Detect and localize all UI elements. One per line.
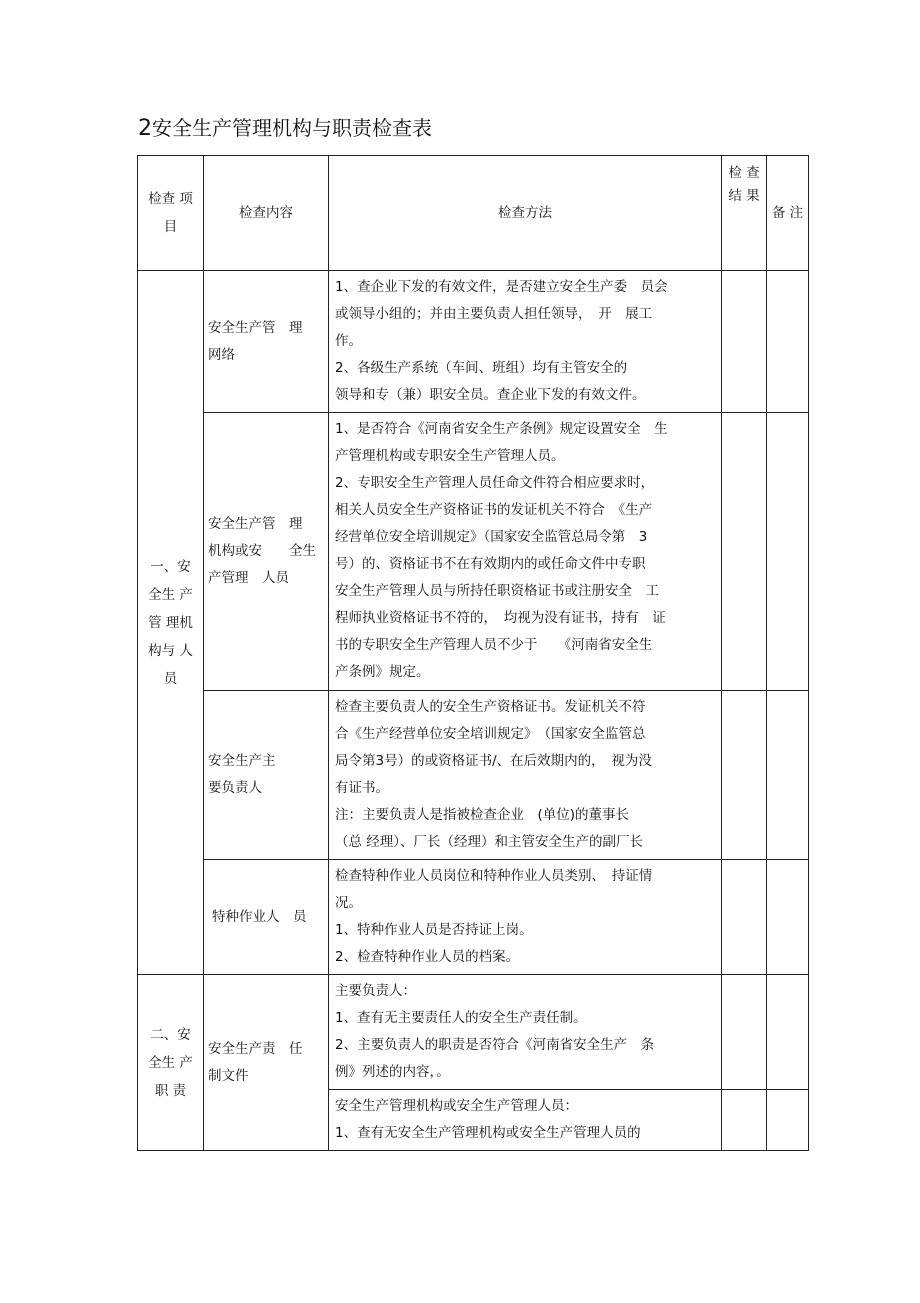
row-content — [204, 413, 329, 691]
table-header-row — [138, 156, 809, 271]
method-line: 注：主要负责人是指被检查企业 (单位)的董事长 — [335, 807, 630, 823]
header-project-line: 目 — [163, 219, 178, 235]
table-row — [138, 413, 809, 691]
method-line: 作。 — [335, 333, 362, 349]
row-content — [204, 975, 329, 1151]
content-line: 制文件 — [208, 1067, 249, 1084]
method-line: 检查特种作业人员岗位和特种作业人员类别、 持证情 — [335, 868, 653, 884]
method-line: 产条例》规定。 — [335, 664, 430, 680]
method-line: 产管理机构或专职安全生产管理人员。 — [335, 448, 565, 464]
method-line: 2、专职安全生产管理人员任命文件符合相应要求时， — [335, 475, 655, 491]
content-line: 要负责人 — [208, 780, 262, 796]
section-project — [138, 271, 204, 975]
result-cell[interactable] — [722, 413, 767, 691]
method-line: 相关人员安全生产资格证书的发证机关不符合 《生产 — [335, 502, 653, 518]
content-line: 特种作业人 员 — [212, 908, 307, 925]
section-project-line: 职 责 — [154, 1082, 187, 1099]
result-cell[interactable] — [722, 860, 767, 975]
row-method — [329, 1090, 722, 1151]
row-method — [329, 860, 722, 975]
header-project-line: 检查 项 — [148, 191, 193, 207]
table-row — [138, 860, 809, 975]
row-method — [329, 413, 722, 691]
method-line: 程师执业资格证书不符的， 均视为没有证书，持有 证 — [335, 610, 666, 626]
inspection-table — [137, 155, 809, 1151]
section-project-line: 管 理机 — [148, 614, 193, 631]
row-content — [204, 271, 329, 413]
method-line: 1、特种作业人员是否持证上岗。 — [335, 922, 533, 938]
method-line: 安全生产管理人员与所持任职资格证书或注册安全 工 — [335, 583, 659, 599]
title-number: 2 — [138, 116, 152, 141]
header-method: 检查方法 — [329, 156, 722, 271]
method-line: 主要负责人： — [335, 983, 416, 999]
note-cell[interactable] — [767, 691, 809, 860]
title-text: 安全生产管理机构与职责检查表 — [152, 116, 432, 140]
header-content: 检查内容 — [204, 156, 329, 271]
method-line: 书的专职安全生产管理人员不少于 《河南省安全生 — [335, 637, 653, 653]
header-result — [722, 156, 767, 271]
content-line: 安全生产管 理 — [208, 319, 303, 336]
table-row — [138, 975, 809, 1090]
method-line: 有证书。 — [335, 780, 389, 796]
header-result-line: 结 果 — [728, 188, 760, 204]
section-project-line: 二、安 — [150, 1026, 191, 1043]
table-row — [138, 691, 809, 860]
content-line: 产管理 人员 — [208, 570, 289, 586]
result-cell[interactable] — [722, 271, 767, 413]
section-project-line: 员 — [163, 670, 178, 687]
method-line: 或领导小组的；并由主要负责人担任领导， 开 展工 — [335, 306, 653, 322]
note-cell[interactable] — [767, 1090, 809, 1151]
content-line: 安全生产主 — [208, 753, 276, 769]
result-cell[interactable] — [722, 975, 767, 1090]
method-line: 检查主要负责人的安全生产资格证书。发证机关不符 — [335, 699, 646, 715]
method-line: 局令第3号）的或资格证书/、在后效期内的， 视为没 — [335, 753, 652, 769]
result-cell[interactable] — [722, 691, 767, 860]
method-line: 1、查有无主要责任人的安全生产责任制。 — [335, 1010, 587, 1026]
header-project — [138, 156, 204, 271]
table-row — [138, 271, 809, 413]
content-line: 安全生产责 任 — [208, 1040, 303, 1057]
method-line: 合《生产经营单位安全培训规定》 （国家安全监管总 — [335, 726, 646, 742]
method-line: 1、是否符合《河南省安全生产条例》规定设置安全 生 — [335, 421, 668, 437]
note-cell[interactable] — [767, 271, 809, 413]
header-result-line: 检 查 — [728, 165, 760, 181]
result-cell[interactable] — [722, 1090, 767, 1151]
method-line: 经营单位安全培训规定》（国家安全监管总局令第 3 — [335, 529, 648, 545]
row-method — [329, 975, 722, 1090]
note-cell[interactable] — [767, 975, 809, 1090]
row-method — [329, 691, 722, 860]
row-content — [204, 691, 329, 860]
note-cell[interactable] — [767, 413, 809, 691]
method-line: 安全生产管理机构或安全生产管理人员： — [335, 1098, 578, 1114]
row-content — [204, 860, 329, 975]
section-project-line: 一、安 — [150, 558, 191, 575]
method-line: 2、主要负责人的职责是否符合《河南省安全生产 条 — [335, 1037, 655, 1053]
content-line: 机构或安 全生 — [208, 543, 316, 559]
content-line: 安全生产管 理 — [208, 516, 303, 532]
method-line: 号）的、资格证书不在有效期内的或任命文件中专职 — [335, 556, 646, 572]
content-line: 网络 — [208, 346, 235, 363]
section-project-line: 构与 人 — [148, 642, 193, 659]
method-line: 1、查企业下发的有效文件，是否建立安全生产委 员会 — [335, 279, 668, 295]
method-line: 2、检查特种作业人员的档案。 — [335, 949, 520, 965]
method-line: 领导和专（兼）职安全员。查企业下发的有效文件。 — [335, 387, 646, 403]
header-note: 备 注 — [767, 156, 809, 271]
page-title — [138, 114, 432, 143]
method-line: 况。 — [335, 895, 362, 911]
method-line: 1、查有无安全生产管理机构或安全生产管理人员的 — [335, 1125, 641, 1141]
row-method — [329, 271, 722, 413]
note-cell[interactable] — [767, 860, 809, 975]
method-line: 例》列述的内容，。 — [335, 1064, 450, 1080]
method-line: （总 经理）、厂长（经理）和主管安全生产的副厂长 — [335, 834, 644, 850]
section-project-line: 全生 产 — [148, 586, 193, 603]
section-project — [138, 975, 204, 1151]
method-line: 2、各级生产系统（车间、班组）均有主管安全的 — [335, 360, 628, 376]
section-project-line: 全生 产 — [148, 1054, 193, 1071]
